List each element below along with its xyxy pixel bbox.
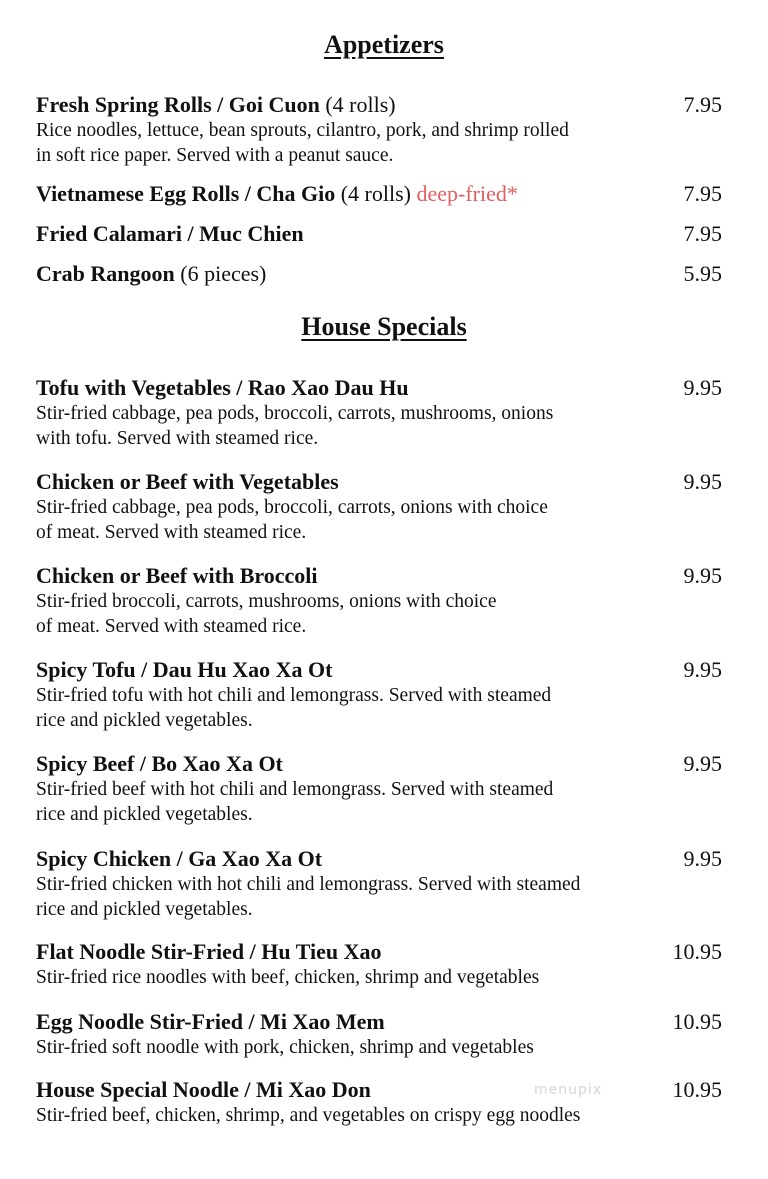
- menu-item: [36, 221, 736, 247]
- item-qualifier: (6 pieces): [180, 261, 267, 286]
- item-description: Stir-fried chicken with hot chili and lemongrass. Served with steamed: [36, 874, 581, 895]
- item-description: rice and pickled vegetables.: [36, 899, 253, 920]
- item-title: [36, 261, 736, 287]
- item-note: deep-fried*: [416, 181, 518, 206]
- menu-item: [36, 92, 736, 168]
- item-description: Stir-fried beef, chicken, shrimp, and vegetables on crispy egg noodles: [36, 1105, 581, 1126]
- item-title: [36, 751, 736, 777]
- item-name: Spicy Tofu / Dau Hu Xao Xa Ot: [36, 657, 333, 682]
- item-price: 7.95: [683, 221, 722, 246]
- item-description: Stir-fried rice noodles with beef, chicken, shrimp and vegetables: [36, 967, 540, 988]
- item-description: of meat. Served with steamed rice.: [36, 522, 307, 543]
- item-price: 9.95: [683, 563, 722, 588]
- item-price: 9.95: [683, 751, 722, 776]
- watermark: menupix: [534, 1082, 603, 1098]
- item-description: Stir-fried tofu with hot chili and lemongrass. Served with steamed: [36, 685, 552, 706]
- item-name: Vietnamese Egg Rolls / Cha Gio: [36, 181, 336, 206]
- item-title: [36, 563, 736, 589]
- item-title: [36, 469, 736, 495]
- item-name: Flat Noodle Stir-Fried / Hu Tieu Xao: [36, 939, 382, 964]
- item-name: Fried Calamari / Muc Chien: [36, 221, 304, 246]
- item-name: Tofu with Vegetables / Rao Xao Dau Hu: [36, 375, 409, 400]
- item-description: rice and pickled vegetables.: [36, 710, 253, 731]
- menu-item: [36, 939, 736, 990]
- item-description: Stir-fried soft noodle with pork, chicken, shrimp and vegetables: [36, 1037, 534, 1058]
- item-title: [36, 1077, 736, 1103]
- item-price: 10.95: [672, 939, 722, 964]
- item-description: in soft rice paper. Served with a peanut sauce.: [36, 145, 394, 166]
- item-qualifier: (4 rolls): [340, 181, 411, 206]
- item-description: Stir-fried beef with hot chili and lemongrass. Served with steamed: [36, 779, 554, 800]
- item-price: 9.95: [683, 657, 722, 682]
- item-price: 10.95: [672, 1009, 722, 1034]
- item-name: Spicy Chicken / Ga Xao Xa Ot: [36, 846, 323, 871]
- item-name: Chicken or Beef with Vegetables: [36, 469, 339, 494]
- item-name: Crab Rangoon: [36, 261, 175, 286]
- appetizers-heading: Appetizers: [324, 30, 444, 59]
- item-price: 9.95: [683, 469, 722, 494]
- item-description: Rice noodles, lettuce, bean sprouts, cilantro, pork, and shrimp rolled: [36, 120, 569, 141]
- item-description: of meat. Served with steamed rice.: [36, 616, 307, 637]
- menu-item: [36, 1077, 736, 1128]
- item-price: 7.95: [683, 181, 722, 206]
- item-qualifier: (4 rolls): [325, 92, 396, 117]
- item-title: [36, 92, 736, 118]
- menu-item: [36, 181, 736, 207]
- item-name: Fresh Spring Rolls / Goi Cuon: [36, 92, 320, 117]
- item-price: 5.95: [683, 261, 722, 286]
- item-title: [36, 221, 736, 247]
- menu-item: [36, 751, 736, 827]
- menu-item: [36, 563, 736, 639]
- menu-item: [36, 469, 736, 545]
- item-description: Stir-fried cabbage, pea pods, broccoli, carrots, mushrooms, onions: [36, 403, 554, 424]
- item-description: with tofu. Served with steamed rice.: [36, 428, 319, 449]
- item-description: Stir-fried cabbage, pea pods, broccoli, carrots, onions with choice: [36, 497, 548, 518]
- item-name: Chicken or Beef with Broccoli: [36, 563, 318, 588]
- menu-item: [36, 375, 736, 451]
- item-name: Spicy Beef / Bo Xao Xa Ot: [36, 751, 283, 776]
- item-title: [36, 657, 736, 683]
- menu-item: [36, 261, 736, 287]
- item-name: House Special Noodle / Mi Xao Don: [36, 1077, 371, 1102]
- item-title: [36, 1009, 736, 1035]
- item-title: [36, 846, 736, 872]
- item-title: [36, 375, 736, 401]
- item-description: rice and pickled vegetables.: [36, 804, 253, 825]
- menu-item: [36, 657, 736, 733]
- item-price: 7.95: [683, 92, 722, 117]
- item-price: 10.95: [672, 1077, 722, 1102]
- item-name: Egg Noodle Stir-Fried / Mi Xao Mem: [36, 1009, 385, 1034]
- menu-item: [36, 846, 736, 922]
- menu-item: [36, 1009, 736, 1060]
- item-price: 9.95: [683, 375, 722, 400]
- item-title: [36, 181, 736, 207]
- house-specials-heading: House Specials: [301, 312, 467, 341]
- item-title: [36, 939, 736, 965]
- item-description: Stir-fried broccoli, carrots, mushrooms, onions with choice: [36, 591, 497, 612]
- item-price: 9.95: [683, 846, 722, 871]
